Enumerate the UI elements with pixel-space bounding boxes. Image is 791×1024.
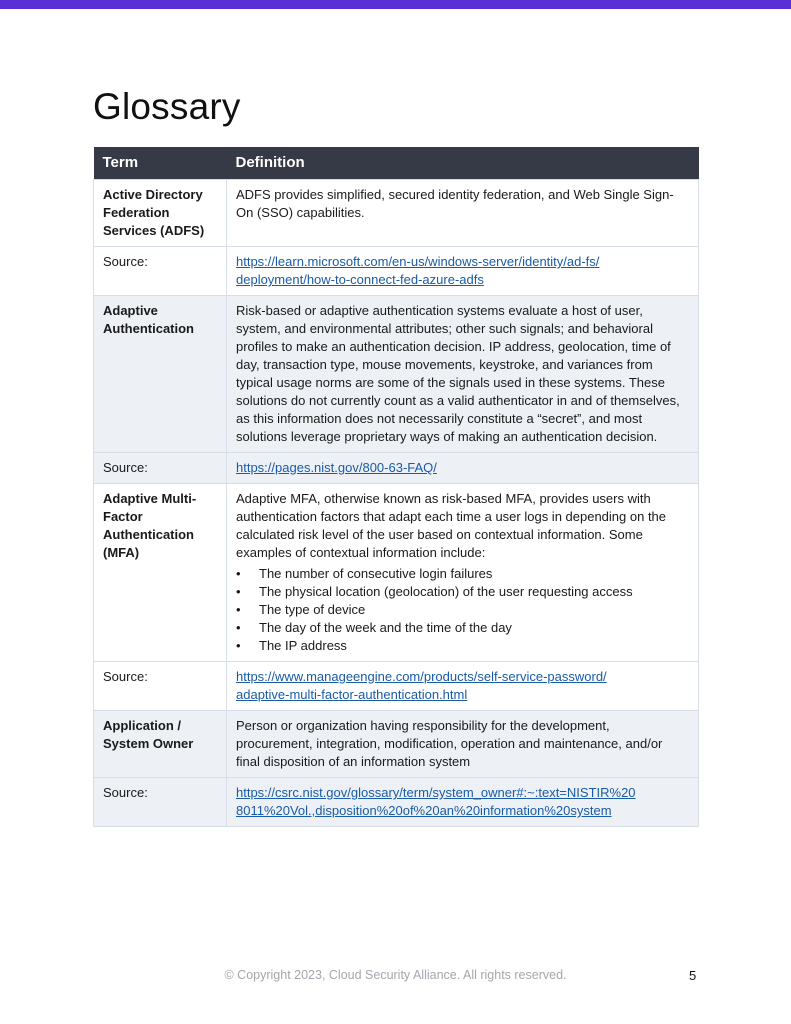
- list-item: • The IP address: [236, 637, 689, 655]
- source-label: Source:: [94, 662, 227, 711]
- table-row: [94, 711, 699, 778]
- header-term: Term: [94, 147, 227, 180]
- source-cell: [227, 778, 699, 827]
- source-row: [94, 662, 699, 711]
- source-cell: [227, 247, 699, 296]
- definition-text: Adaptive MFA, otherwise known as risk-based MFA, provides users with authentication factors that adapt each time a user logs in depending on the calculated risk level of the user based on contextual information. Some examples of contextual information include:: [236, 491, 667, 560]
- source-cell: [227, 662, 699, 711]
- source-link-system-owner[interactable]: https://csrc.nist.gov/glossary/term/system_owner#:~:text=NISTIR%20 8011%20Vol.,disposition%20of%20an%20information%20system: [236, 785, 636, 818]
- source-label: Source:: [94, 247, 227, 296]
- table-row: [94, 484, 699, 662]
- copyright-footer: © Copyright 2023, Cloud Security Alliance. All rights reserved.: [224, 968, 567, 982]
- table-row: [94, 296, 699, 453]
- page-title: Glossary: [93, 86, 241, 127]
- source-link-adfs[interactable]: https://learn.microsoft.com/en-us/windows-server/identity/ad-fs/ deployment/how-to-connect-fed-azure-adfs: [236, 254, 600, 287]
- source-cell: [227, 453, 699, 484]
- list-item: • The day of the week and the time of the day: [236, 619, 689, 637]
- table-header-row: [94, 147, 699, 180]
- source-link-adaptive-auth[interactable]: https://pages.nist.gov/800-63-FAQ/: [236, 460, 437, 475]
- header-definition: Definition: [227, 147, 699, 180]
- definition-cell: [227, 484, 699, 662]
- table-row: [94, 180, 699, 247]
- contextual-info-list: [236, 565, 689, 655]
- page-number: 5: [689, 968, 697, 983]
- definition-cell: Risk-based or adaptive authentication systems evaluate a host of user, system, and environmental attributes; other such signals; and behavioral profiles to make an authentication decision. IP address, geolocation, time of day, transaction type, mouse movements, keystroke, and variances from typical usage norms are some of the signals used in these systems. These solutions do not currently count as a valid authenticator in and of themselves, as this information does not necessarily constitute a “secret”, and most solutions leverage proprietary ways of making an authentication decision.: [227, 296, 699, 453]
- top-accent-bar: [0, 0, 791, 9]
- source-row: [94, 778, 699, 827]
- source-link-adaptive-mfa[interactable]: https://www.manageengine.com/products/self-service-password/ adaptive-multi-factor-authentication.html: [236, 669, 607, 702]
- term-cell: Application / System Owner: [94, 711, 227, 778]
- source-label: Source:: [94, 453, 227, 484]
- term-cell: Adaptive Authentication: [94, 296, 227, 453]
- source-row: [94, 453, 699, 484]
- source-label: Source:: [94, 778, 227, 827]
- glossary-table: [93, 147, 699, 827]
- list-item: • The type of device: [236, 601, 689, 619]
- list-item: • The number of consecutive login failures: [236, 565, 689, 583]
- definition-cell: ADFS provides simplified, secured identity federation, and Web Single Sign-On (SSO) capabilities.: [227, 180, 699, 247]
- term-cell: Adaptive Multi-Factor Authentication (MFA): [94, 484, 227, 662]
- source-row: [94, 247, 699, 296]
- list-item: • The physical location (geolocation) of the user requesting access: [236, 583, 689, 601]
- definition-cell: Person or organization having responsibility for the development, procurement, integration, modification, operation and maintenance, and/or final disposition of an information system: [227, 711, 699, 778]
- term-cell: Active Directory Federation Services (ADFS): [94, 180, 227, 247]
